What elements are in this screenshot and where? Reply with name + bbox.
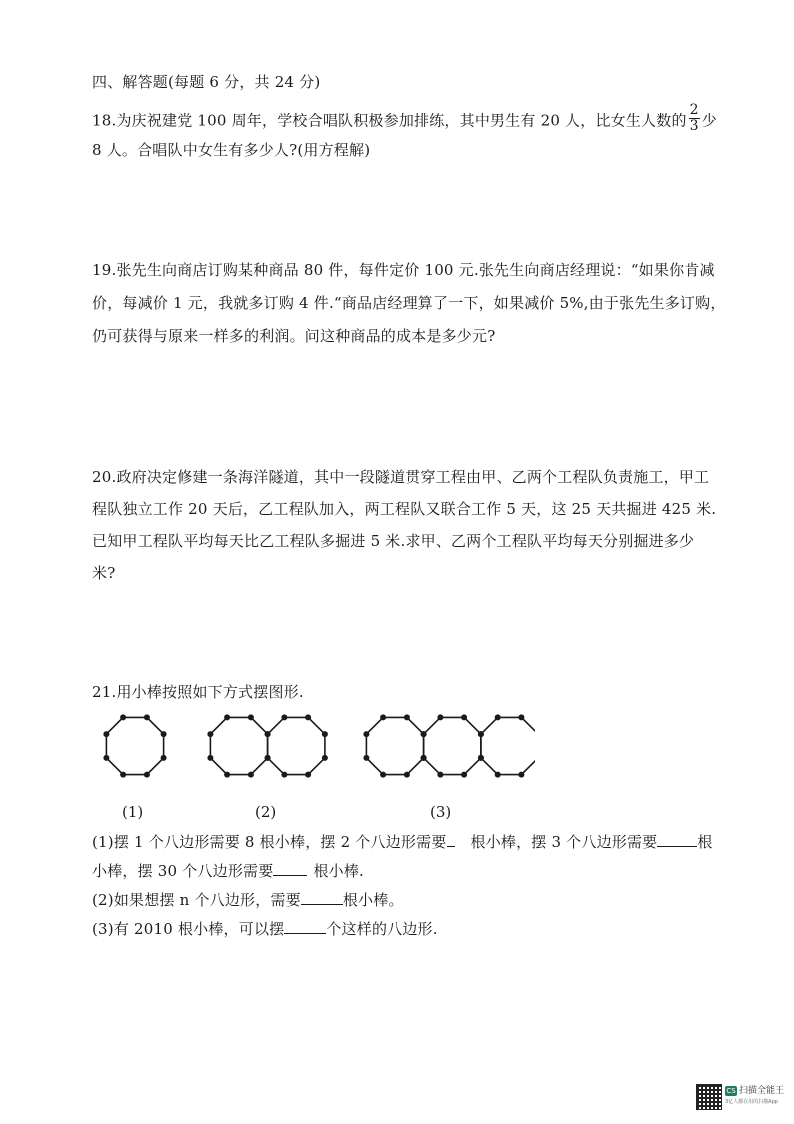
q21-p1-a: (1)摆 1 个八边形需要 8 根小棒，摆 2 个八边形需要 bbox=[92, 833, 447, 851]
q19-line-1: 19.张先生向商店订购某种商品 80 件，每件定价 100 元.张先生向商店经理说：“如果你肯减 bbox=[92, 261, 715, 279]
stick-joint-dot bbox=[363, 731, 369, 737]
stick-joint-dot bbox=[305, 714, 311, 720]
stick-joint-dot bbox=[437, 714, 443, 720]
stick-joint-dot bbox=[144, 714, 150, 720]
stick-joint-dot bbox=[461, 714, 467, 720]
figure-1 bbox=[103, 714, 166, 777]
figure-3 bbox=[363, 714, 535, 777]
answer-blank[interactable] bbox=[657, 832, 697, 847]
q20-line-4: 米? bbox=[92, 564, 116, 582]
q19-line-3: 仍可获得与原来一样多的利润。问这种商品的成本是多少元? bbox=[92, 327, 496, 345]
answer-blank[interactable] bbox=[447, 832, 455, 847]
stick-joint-dot bbox=[421, 731, 427, 737]
q21-p3-b: 个这样的八边形. bbox=[326, 920, 438, 938]
stick-joint-dot bbox=[495, 714, 501, 720]
stick-joint-dot bbox=[248, 714, 254, 720]
answer-blank[interactable] bbox=[273, 861, 307, 876]
figure-2 bbox=[207, 714, 328, 777]
q21-intro: 21.用小棒按照如下方式摆图形. bbox=[92, 683, 304, 701]
stick-joint-dot bbox=[103, 731, 109, 737]
stick-joint-dot bbox=[161, 755, 167, 761]
stick-joint-dot bbox=[144, 772, 150, 778]
stick-joint-dot bbox=[518, 772, 524, 778]
stick-joint-dot bbox=[437, 772, 443, 778]
octagon bbox=[106, 717, 163, 774]
q21-part3 bbox=[92, 919, 438, 939]
q20-line-1: 20.政府决定修建一条海洋隧道，其中一段隧道贯穿工程由甲、乙两个工程队负责施工，甲工 bbox=[92, 468, 710, 486]
stick-joint-dot bbox=[380, 714, 386, 720]
q21-part1-line-2 bbox=[92, 861, 364, 881]
q18-fraction bbox=[689, 103, 700, 134]
stick-joint-dot bbox=[281, 714, 287, 720]
scanner-watermark bbox=[696, 1084, 786, 1112]
qr-code-icon bbox=[696, 1084, 722, 1110]
q21-p1-e: 根小棒. bbox=[313, 862, 365, 880]
octagon-figures bbox=[95, 706, 535, 796]
q18-fraction-numerator: 2 bbox=[689, 102, 699, 118]
stick-joint-dot bbox=[322, 755, 328, 761]
stick-joint-dot bbox=[207, 755, 213, 761]
q21-p2-b: 根小棒。 bbox=[342, 891, 404, 909]
octagon bbox=[424, 717, 481, 774]
stick-joint-dot bbox=[478, 731, 484, 737]
stick-joint-dot bbox=[281, 772, 287, 778]
stick-joint-dot bbox=[461, 772, 467, 778]
stick-joint-dot bbox=[161, 731, 167, 737]
stick-joint-dot bbox=[207, 731, 213, 737]
stick-joint-dot bbox=[478, 755, 484, 761]
stick-joint-dot bbox=[120, 772, 126, 778]
figure-label-1: (1) bbox=[122, 803, 144, 821]
q20-line-2: 程队独立工作 20 天后，乙工程队加入，两工程队又联合工作 5 天，这 25 天共掘进 425 米. bbox=[92, 500, 717, 518]
q21-p1-b: 根小棒，摆 3 个八边形需要 bbox=[470, 833, 658, 851]
stick-joint-dot bbox=[305, 772, 311, 778]
octagon bbox=[210, 717, 267, 774]
q18-line-2: 8 人。合唱队中女生有多少人?(用方程解) bbox=[92, 141, 371, 159]
stick-joint-dot bbox=[224, 772, 230, 778]
stick-joint-dot bbox=[322, 731, 328, 737]
camscanner-logo-icon: CS bbox=[726, 1087, 736, 1095]
scanner-app-name: 扫描全能王 bbox=[739, 1086, 785, 1096]
q21-p2-a: (2)如果想摆 n 个八边形，需要 bbox=[92, 891, 301, 909]
q21-p1-d: 小棒，摆 30 个八边形需要 bbox=[92, 862, 274, 880]
stick-joint-dot bbox=[248, 772, 254, 778]
q21-p3-a: (3)有 2010 根小棒，可以摆 bbox=[92, 920, 285, 938]
octagon bbox=[366, 717, 423, 774]
stick-joint-dot bbox=[421, 755, 427, 761]
q21-part2 bbox=[92, 890, 404, 910]
q20-line-3: 已知甲工程队平均每天比乙工程队多掘进 5 米.求甲、乙两个工程队平均每天分别掘进多少 bbox=[92, 532, 695, 550]
stick-joint-dot bbox=[380, 772, 386, 778]
q21-p1-c: 根 bbox=[697, 833, 713, 851]
stick-joint-dot bbox=[265, 755, 271, 761]
answer-blank[interactable] bbox=[284, 919, 326, 934]
stick-joint-dot bbox=[495, 772, 501, 778]
stick-joint-dot bbox=[103, 755, 109, 761]
scanner-app-tagline: 3亿人都在用的扫描App bbox=[725, 1099, 778, 1105]
stick-joint-dot bbox=[224, 714, 230, 720]
q19-line-2: 价，每减价 1 元，我就多订购 4 件.“商品店经理算了一下，如果减价 5%,由于张先生多订购， bbox=[92, 294, 726, 312]
stick-joint-dot bbox=[404, 772, 410, 778]
section-title: 四、解答题(每题 6 分，共 24 分) bbox=[92, 73, 321, 91]
stick-joint-dot bbox=[518, 714, 524, 720]
stick-joint-dot bbox=[120, 714, 126, 720]
figure-label-3: (3) bbox=[430, 803, 452, 821]
octagon bbox=[481, 717, 535, 774]
figure-label-2: (2) bbox=[255, 803, 277, 821]
octagon bbox=[268, 717, 325, 774]
q18-fraction-denominator: 3 bbox=[689, 118, 699, 134]
q18-line-1 bbox=[92, 102, 717, 137]
stick-joint-dot bbox=[265, 731, 271, 737]
stick-joint-dot bbox=[363, 755, 369, 761]
q18-text-pre: 18.为庆祝建党 100 周年，学校合唱队积极参加排练，其中男生有 20 人，比女生人数的 bbox=[92, 111, 687, 130]
stick-joint-dot bbox=[404, 714, 410, 720]
q21-part1-line-1 bbox=[92, 832, 713, 852]
q18-text-post: 少 bbox=[701, 111, 717, 130]
answer-blank[interactable] bbox=[301, 890, 343, 905]
